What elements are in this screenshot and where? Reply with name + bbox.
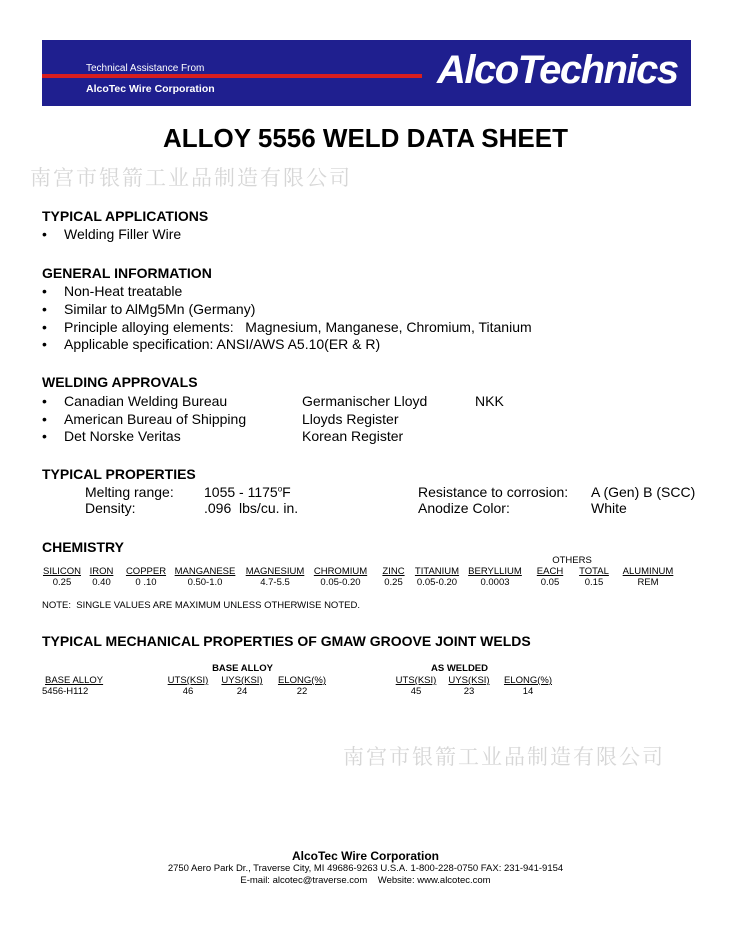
base-uys-value: 24 — [236, 686, 248, 697]
general-information-heading: GENERAL INFORMATION — [42, 265, 212, 281]
base-uys-header: UYS(KSI) — [221, 675, 263, 686]
typical-applications-heading: TYPICAL APPLICATIONS — [42, 208, 209, 224]
anodize-label: Anodize Color: — [418, 500, 510, 516]
banner-tagline-bottom: AlcoTec Wire Corporation — [86, 83, 215, 95]
watermark-top: 南宫市银箭工业品制造有限公司 — [30, 166, 352, 190]
chem-value-iron: 0.40 — [92, 577, 111, 588]
chem-value-aluminum: REM — [637, 577, 659, 588]
chem-value-manganese: 0.50-1.0 — [187, 577, 223, 588]
chem-value-silicon: 0.25 — [52, 577, 72, 588]
chem-value-beryllium: 0.0003 — [480, 577, 510, 588]
bullet-icon: • — [42, 393, 47, 409]
chem-header-magnesium: MAGNESIUM — [245, 566, 305, 577]
header-banner — [42, 40, 691, 106]
brand-logo: AlcoTechnics — [437, 48, 678, 92]
bullet-icon: • — [42, 283, 47, 299]
chem-value-chromium: 0.05-0.20 — [320, 577, 361, 588]
approval-item: Germanischer Lloyd — [302, 393, 428, 409]
chem-header-titanium: TITANIUM — [414, 566, 460, 577]
melting-range-label: Melting range: — [85, 484, 174, 500]
as-welded-group-label: AS WELDED — [431, 663, 488, 674]
page-title: ALLOY 5556 WELD DATA SHEET — [163, 123, 568, 153]
melting-range-value: 1055 - 1175$^o$F — [204, 484, 291, 500]
anodize-value: White — [591, 500, 627, 516]
density-value: .096 lbs/cu. in. — [204, 500, 299, 516]
chemistry-others-label: OTHERS — [552, 555, 592, 566]
chem-value-magnesium: 4.7-5.5 — [260, 577, 290, 588]
chem-header-iron: IRON — [89, 566, 114, 577]
chem-header-silicon: SILICON — [42, 566, 81, 577]
chem-header-chromium: CHROMIUM — [313, 566, 368, 577]
base-elong-value: 22 — [296, 686, 308, 697]
typical-properties-heading: TYPICAL PROPERTIES — [42, 466, 196, 482]
chem-header-manganese: MANGANESE — [174, 566, 236, 577]
base-alloy-column-header: BASE ALLOY — [45, 675, 104, 686]
bullet-icon: • — [42, 226, 47, 242]
base-alloy-group-label: BASE ALLOY — [212, 663, 273, 674]
mechanical-properties-heading: TYPICAL MECHANICAL PROPERTIES OF GMAW GROOVE JOINT WELDS — [42, 633, 531, 649]
chem-header-copper: COPPER — [125, 566, 167, 577]
approval-item: Lloyds Register — [302, 411, 399, 427]
bullet-icon: • — [42, 411, 47, 427]
welded-uts-header: UTS(KSI) — [395, 675, 437, 686]
corrosion-value: A (Gen) B (SCC) — [591, 484, 696, 500]
welded-elong-header: ELONG(%) — [503, 675, 553, 686]
welded-uts-value: 45 — [410, 686, 422, 697]
corrosion-label: Resistance to corrosion: — [418, 484, 569, 500]
chemistry-heading: CHEMISTRY — [42, 539, 124, 555]
chem-header-beryllium: BERYLLIUM — [468, 566, 522, 577]
chem-value-each: 0.05 — [540, 577, 560, 588]
welded-uys-value: 23 — [463, 686, 475, 697]
footer-company: AlcoTec Wire Corporation — [291, 849, 440, 863]
base-uts-header: UTS(KSI) — [167, 675, 209, 686]
bullet-icon: • — [42, 319, 47, 335]
chem-value-copper: 0 .10 — [135, 577, 157, 588]
chem-value-titanium: 0.05-0.20 — [416, 577, 458, 588]
chem-header-zinc: ZINC — [382, 566, 405, 577]
base-elong-header: ELONG(%) — [277, 675, 327, 686]
banner-tagline-top: Technical Assistance From — [86, 63, 205, 74]
chem-header-each: EACH — [536, 566, 564, 577]
welded-elong-value: 14 — [522, 686, 534, 697]
base-alloy-value: 5456-H112 — [42, 686, 89, 697]
bullet-icon: • — [42, 301, 47, 317]
bullet-icon: • — [42, 336, 47, 352]
bullet-icon: • — [42, 428, 47, 444]
welded-uys-header: UYS(KSI) — [448, 675, 490, 686]
chem-header-total: TOTAL — [579, 566, 609, 577]
footer-contact: E-mail: alcotec@traverse.com Website: www.alcotec.com — [240, 875, 491, 886]
chemistry-note: NOTE: SINGLE VALUES ARE MAXIMUM UNLESS OTHERWISE NOTED. — [42, 600, 360, 611]
footer-address: 2750 Aero Park Dr., Traverse City, MI 49686-9263 U.S.A. 1-800-228-0750 FAX: 231-941-9154 — [167, 863, 564, 874]
approval-item: Korean Register — [302, 428, 404, 444]
approval-item: NKK — [475, 393, 504, 409]
welding-approvals-heading: WELDING APPROVALS — [42, 374, 198, 390]
chem-value-total: 0.15 — [584, 577, 604, 588]
chem-header-aluminum: ALUMINUM — [622, 566, 674, 577]
banner-red-stripe — [42, 74, 422, 78]
chem-value-zinc: 0.25 — [384, 577, 403, 588]
density-label: Density: — [85, 500, 136, 516]
watermark-bottom: 南宫市银箭工业品制造有限公司 — [343, 745, 665, 769]
base-uts-value: 46 — [182, 686, 194, 697]
